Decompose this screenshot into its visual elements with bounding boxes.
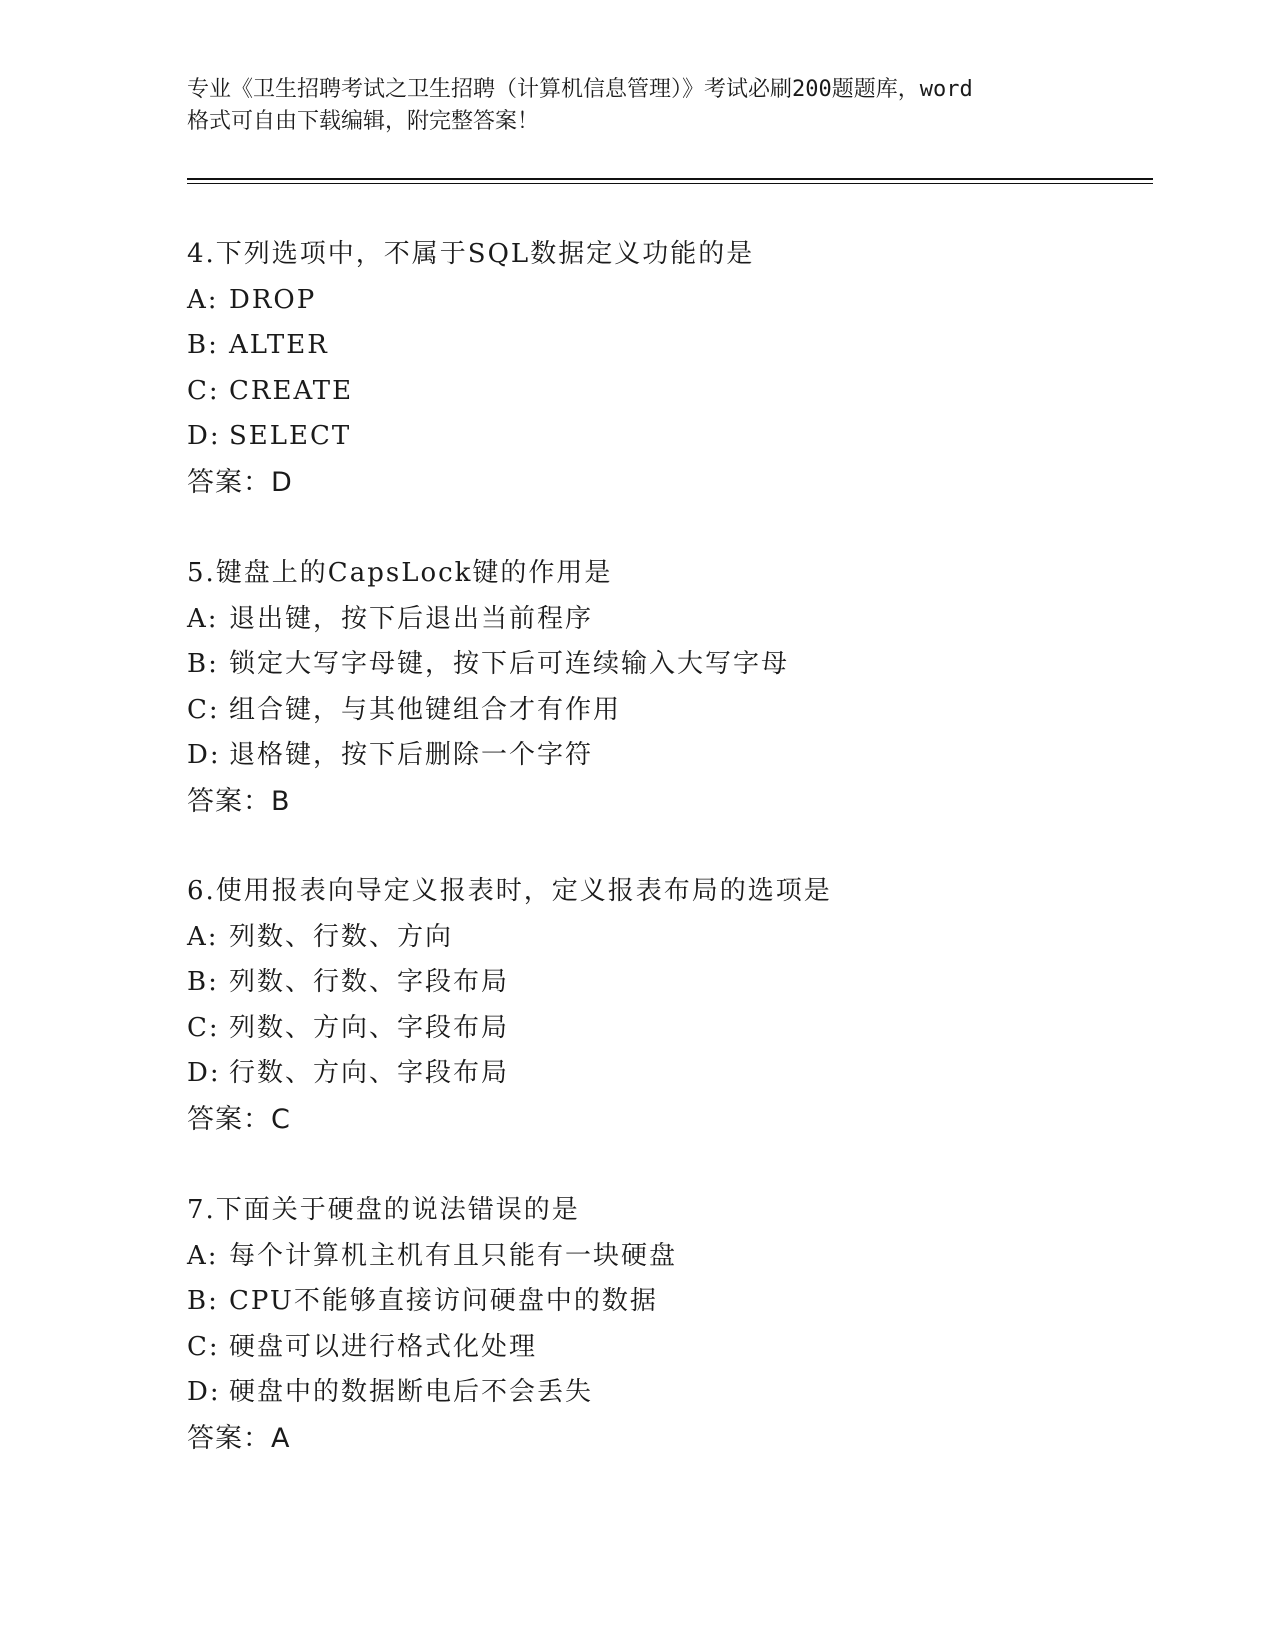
option-text: 锁定大写字母键，按下后可连续输入大写字母 [229,649,790,679]
option-a [187,1234,1147,1280]
option-label: B: [187,1286,219,1316]
option-label: A: [187,284,219,315]
option-d [187,1370,1147,1416]
option-c [187,1006,1147,1052]
option-label: A: [187,921,219,952]
answer-line: 答案：C [187,1103,291,1135]
option-text: 列数、行数、方向 [229,921,454,952]
option-label: D: [187,740,221,770]
option-label: A: [187,603,219,634]
answer-line: 答案：A [187,1422,291,1454]
option-text: DROP [229,284,317,315]
question-stem: 5.键盘上的CapsLock键的作用是 [187,558,613,588]
question-block [187,1188,1147,1461]
option-d [187,414,1147,460]
option-b [187,642,1147,688]
option-text: 硬盘可以进行格式化处理 [229,1331,538,1362]
header-divider-thin [187,183,1153,184]
option-d [187,733,1147,779]
question-stem: 6.使用报表向导定义报表时，定义报表布局的选项是 [187,876,832,906]
option-text: CREATE [229,375,354,406]
question-block [187,869,1147,1142]
option-text: 行数、方向、字段布局 [229,1058,510,1088]
option-c [187,688,1147,734]
option-text: 退格键，按下后删除一个字符 [229,740,594,770]
document-header [187,74,1087,138]
option-c [187,369,1147,415]
option-text: SELECT [229,421,352,451]
option-b [187,960,1147,1006]
option-label: C: [187,1331,220,1362]
option-label: B: [187,649,219,679]
option-label: B: [187,330,219,360]
option-label: D: [187,421,221,451]
answer-line: 答案：B [187,785,291,817]
option-text: 列数、行数、字段布局 [229,967,510,997]
answer-line: 答案：D [187,466,293,498]
option-text: 每个计算机主机有且只能有一块硬盘 [229,1240,678,1271]
question-stem: 4.下列选项中，不属于SQL数据定义功能的是 [187,239,755,269]
option-text: CPU不能够直接访问硬盘中的数据 [229,1286,658,1316]
option-text: ALTER [229,330,329,360]
option-b [187,323,1147,369]
option-c [187,1325,1147,1371]
option-label: D: [187,1377,221,1407]
option-text: 退出键，按下后退出当前程序 [229,603,594,634]
option-label: C: [187,375,220,406]
header-line-1: 专业《卫生招聘考试之卫生招聘（计算机信息管理）》考试必刷200题题库，word [187,77,973,102]
option-label: A: [187,1240,219,1271]
option-a [187,915,1147,961]
question-block [187,232,1147,505]
question-stem: 7.下面关于硬盘的说法错误的是 [187,1195,580,1225]
option-a [187,597,1147,643]
header-divider-thick [187,178,1153,180]
option-a [187,278,1147,324]
option-text: 组合键，与其他键组合才有作用 [229,694,622,725]
option-text: 列数、方向、字段布局 [229,1012,510,1043]
option-label: C: [187,694,220,725]
option-text: 硬盘中的数据断电后不会丢失 [229,1377,594,1407]
option-label: D: [187,1058,221,1088]
header-line-2: 格式可自由下载编辑，附完整答案！ [187,109,540,134]
option-b [187,1279,1147,1325]
option-d [187,1051,1147,1097]
option-label: C: [187,1012,220,1043]
question-block [187,551,1147,824]
option-label: B: [187,967,219,997]
